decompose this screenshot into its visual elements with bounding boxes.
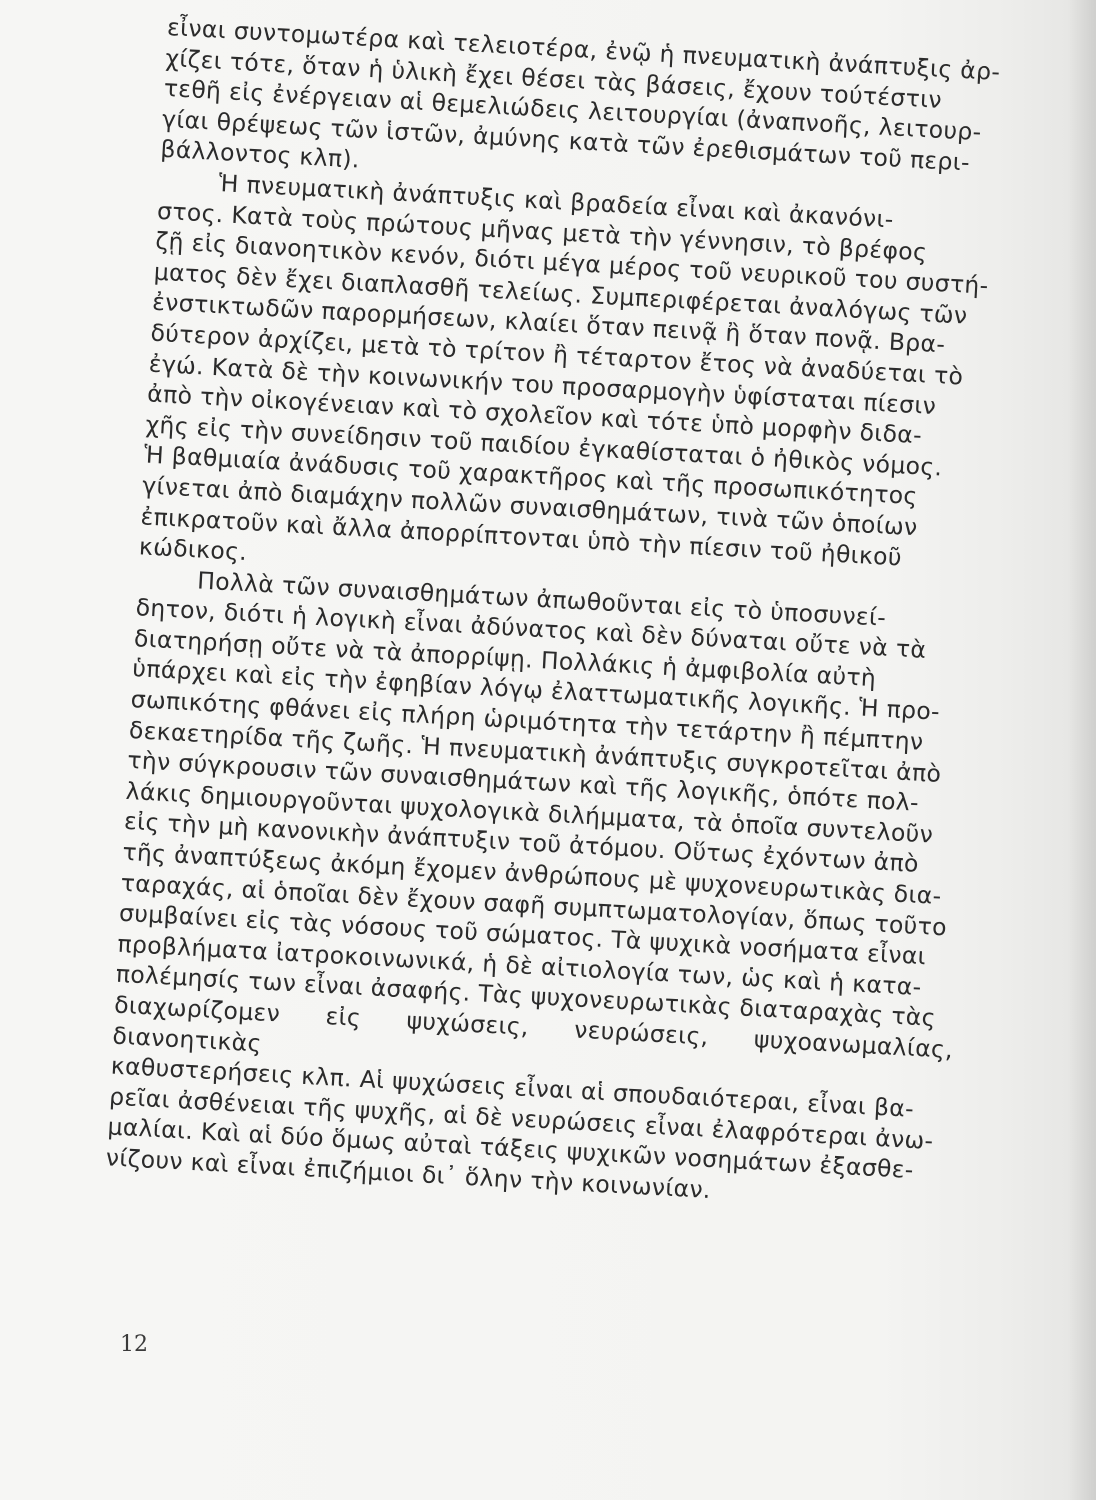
paragraph-3: Πολλὰ τῶν συναισθημάτων ἀπωθοῦνται εἰς τὸ ὑποσυνεί- δητον, διότι ἡ λογικὴ εἶναι ἀδύνατος καὶ δὲν δύναται οὔτε νὰ τὰ διατηρήσῃ οὔτε νὰ τὰ ἀπορρίψῃ. Πολλάκις ἡ ἀμφιβολία αὐτὴ ὑπάρχει καὶ εἰς τὴν ἐφηβίαν λόγῳ ἐλαττωματικῆς λογικῆς. Ἡ προ- σωπικότης φθάνει εἰς πλήρη ὡριμότητα τὴν τετάρτην ἢ πέμπτην δεκαετηρίδα τῆς ζωῆς. Ἡ πνευματικὴ ἀνάπτυξις συγκροτεῖται ἀπὸ τὴν σύγκρουσιν τῶν συναισθημάτων καὶ τῆς λογικῆς, ὁπότε πολ- λάκις δημιουργοῦνται ψυχολογικὰ διλήμματα, τὰ ὁποῖα συντελοῦν εἰς τὴν μὴ κανονικὴν ἀνάπτυξιν τοῦ ἀτόμου. Οὕτως ἐχόντων ἀπὸ τῆς ἀναπτύξεως ἀκόμη ἔχομεν ἀνθρώπους μὲ ψυχονευρωτικὰς δια- ταραχάς, αἱ ὁποῖαι δὲν ἔχουν σαφῆ συμπτωματολογίαν, ὅπως τοῦτο συμβαίνει εἰς τὰς νόσους τοῦ σώματος. Τὰ ψυχικὰ νοσήματα εἶναι προβλήματα ἰατροκοινωνικά, ἡ δὲ αἰτιολογία των, ὡς καὶ ἡ κατα- πολέμησίς των εἶναι ἀσαφής. Τὰς ψυχονευρωτικὰς διαταραχὰς τὰς διαχωρίζομεν εἰς ψυχώσεις, νευρώσεις, ψυχοανωμαλίας, διανοητικὰς καθυστερήσεις κλπ. Αἱ ψυχώσεις εἶναι αἱ σπουδαιότεραι, εἶναι βα- ρεῖαι ἀσθένειαι τῆς ψυχῆς, αἱ δὲ νευρώσεις εἶναι ἐλαφρότεραι ἀνω- μαλίαι. Καὶ αἱ δύο ὅμως αὐταὶ τάξεις ψυχικῶν νοσημάτων ἐξασθε- νίζουν καὶ εἶναι ἐπιζήμιοι δι᾿ ὅλην τὴν κοινωνίαν. — [105, 566, 954, 1205]
page-number: 12 — [120, 1332, 148, 1357]
paragraph-2: Ἡ πνευματικὴ ἀνάπτυξις καὶ βραδεία εἶναι καὶ ἀκανόνι- στος. Κατὰ τοὺς πρώτους μῆνας μετὰ τὴν γέννησιν, τὸ βρέφος ζῇ εἰς διανοητικὸν κενόν, διότι μέγα μέρος τοῦ νευρικοῦ του συστή- ματος δὲν ἔχει διαπλασθῆ τελείως. Συμπεριφέρεται ἀναλόγως τῶν ἐνστικτωδῶν παρορμήσεων, κλαίει ὅταν πεινᾷ ἢ ὅταν πονᾷ. Βρα- δύτερον ἀρχίζει, μετὰ τὸ τρίτον ἢ τέταρτον ἔτος νὰ ἀναδύεται τὸ ἐγώ. Κατὰ δὲ τὴν κοινωνικήν του προσαρμογὴν ὑφίσταται πίεσιν ἀπὸ τὴν οἰκογένειαν καὶ τὸ σχολεῖον καὶ τότε ὑπὸ μορφὴν διδα- χῆς εἰς τὴν συνείδησιν τοῦ παιδίου ἐγκαθίσταται ὁ ἠθικὸς νόμος. Ἡ βαθμιαία ἀνάδυσις τοῦ χαρακτῆρος καὶ τῆς προσωπικότητος γίνεται ἀπὸ διαμάχην πολλῶν συναισθημάτων, τινὰ τῶν ὁποίων ἐπικρατοῦν καὶ ἄλλα ἀπορρίπτονται ὑπὸ τὴν πίεσιν τοῦ ἠθικοῦ κώδικος. — [138, 168, 990, 571]
body-text — [105, 12, 1007, 1218]
paragraph-1: εἶναι συντομωτέρα καὶ τελειοτέρα, ἐνῷ ἡ πνευματικὴ ἀνάπτυξις ἀρ- χίζει τότε, ὅταν ἡ ὑλικὴ ἔχει θέσει τὰς βάσεις, ἔχουν τούτέστιν τεθῆ εἰς ἐνέργειαν αἱ θεμελιώδεις λειτουργίαι (ἀναπνοῆς, λειτουρ- γίαι θρέψεως τῶν ἱστῶν, ἀμύνης κατὰ τῶν ἐρεθισμάτων τοῦ περι- βάλλοντος κλπ). — [159, 12, 1001, 177]
page-edge-shadow — [1068, 0, 1096, 1500]
